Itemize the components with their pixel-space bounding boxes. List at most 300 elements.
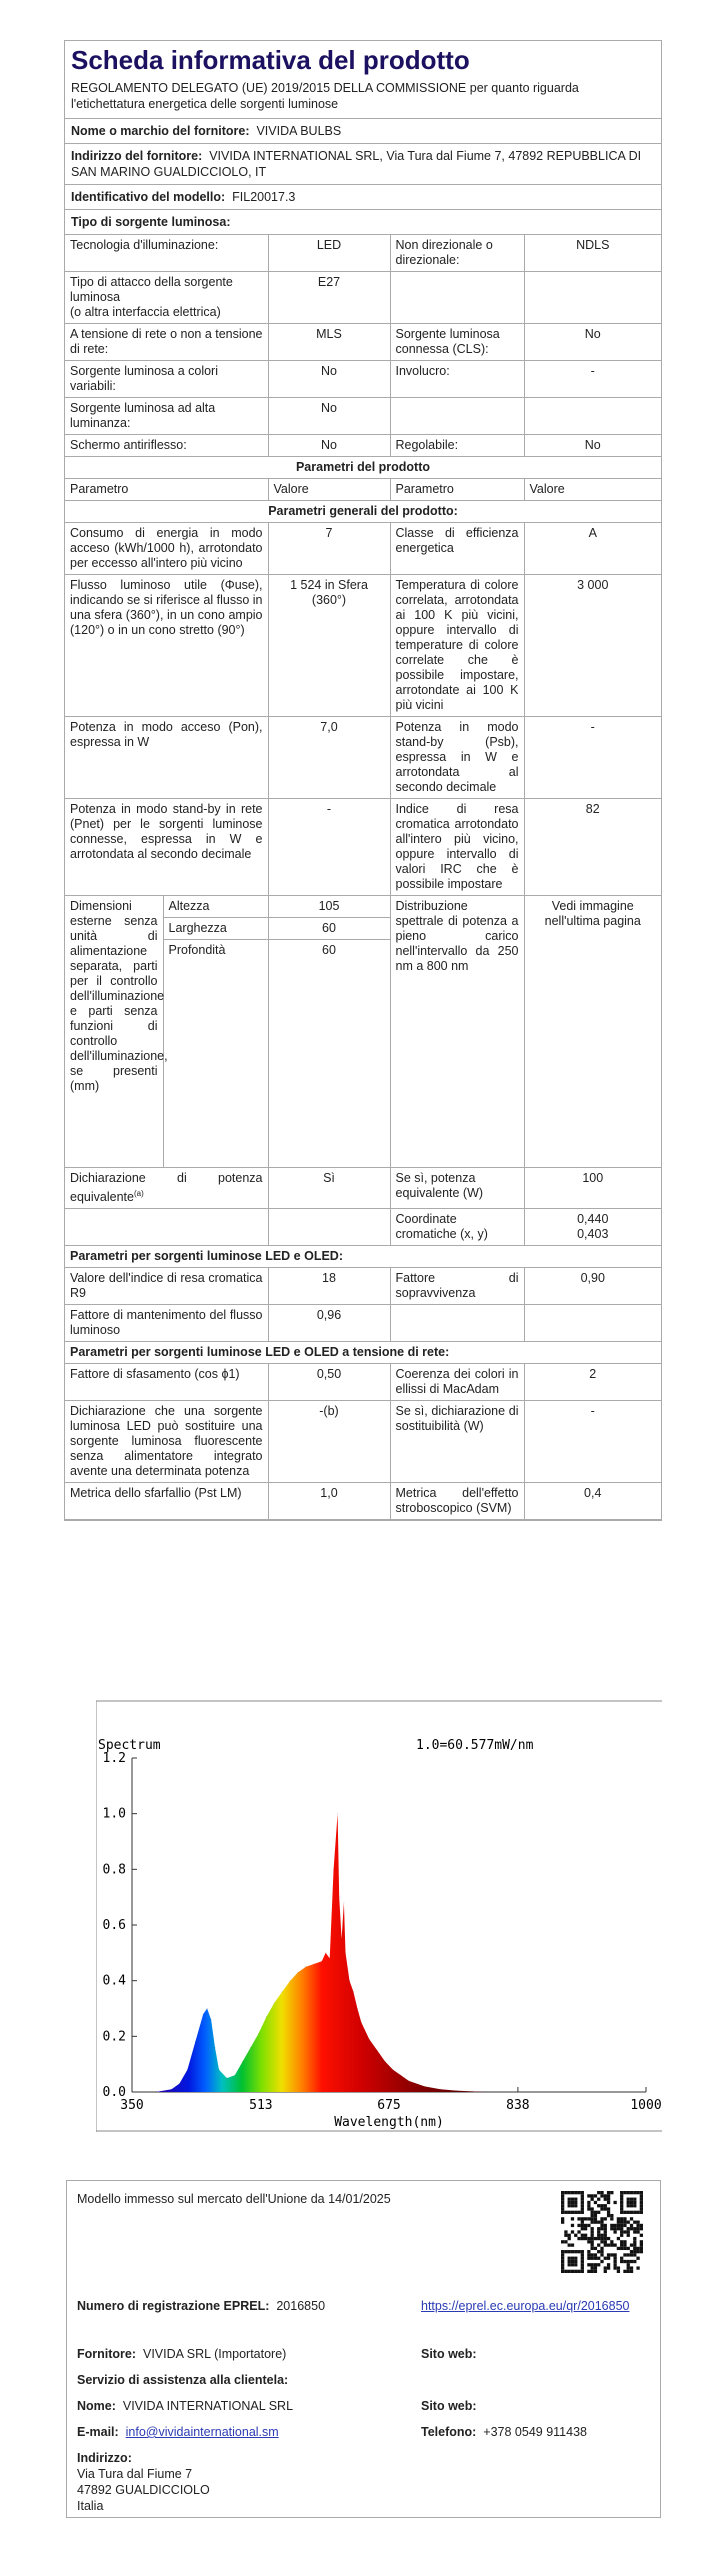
qr-module — [591, 2194, 594, 2197]
qr-module — [623, 2243, 626, 2246]
spectrum-point — [290, 1980, 291, 1981]
qr-module — [591, 2217, 594, 2220]
qr-module — [581, 2204, 584, 2207]
qr-module — [617, 2270, 620, 2273]
mls-row — [65, 1483, 661, 1520]
qr-module — [581, 2201, 584, 2204]
qr-module — [597, 2227, 600, 2230]
qr-module — [620, 2227, 623, 2230]
spectrum-point — [325, 1952, 326, 1953]
qr-module — [630, 2270, 633, 2273]
qr-module — [620, 2247, 623, 2250]
qr-module — [600, 2221, 603, 2224]
y-tick-label: 0.0 — [102, 2085, 126, 2100]
qr-code-icon[interactable] — [561, 2191, 643, 2273]
qr-module — [607, 2211, 610, 2214]
qr-module — [597, 2198, 600, 2201]
dim-height-label: Altezza — [164, 896, 268, 918]
qr-module — [600, 2191, 603, 2194]
spectrum-point — [339, 1897, 340, 1898]
qr-module — [640, 2207, 643, 2210]
qr-module — [564, 2191, 567, 2194]
contact-name-value: VIVIDA INTERNATIONAL SRL — [122, 2399, 294, 2413]
qr-module — [574, 2191, 577, 2194]
equiv-value: Sì — [268, 1168, 390, 1209]
qr-module — [591, 2247, 594, 2250]
qr-module — [620, 2230, 623, 2233]
mls-value-2: 2 — [524, 1364, 661, 1401]
qr-module — [627, 2247, 630, 2250]
type-value: No — [268, 435, 390, 457]
qr-module — [636, 2221, 639, 2224]
page-fade — [60, 1568, 664, 1602]
spectrum-point — [369, 2039, 370, 2040]
dim-height-value: 105 — [269, 896, 390, 918]
qr-module — [620, 2257, 623, 2260]
email-label: E-mail: — [77, 2425, 119, 2439]
qr-module — [636, 2191, 639, 2194]
qr-module — [577, 2224, 580, 2227]
qr-module — [600, 2237, 603, 2240]
qr-module — [561, 2198, 564, 2201]
spectrum-point — [341, 1938, 342, 1939]
qr-module — [636, 2227, 639, 2230]
qr-module — [623, 2240, 626, 2243]
general-row — [65, 523, 661, 575]
contact-name-label: Nome: — [77, 2399, 116, 2413]
qr-module — [604, 2237, 607, 2240]
mls-row — [65, 1364, 661, 1401]
qr-module — [623, 2247, 626, 2250]
qr-module — [561, 2221, 564, 2224]
qr-module — [640, 2234, 643, 2237]
chroma-y: 0,403 — [577, 1227, 609, 1242]
qr-module — [633, 2240, 636, 2243]
type-value: MLS — [268, 324, 390, 361]
qr-module — [633, 2247, 636, 2250]
type-value-2 — [524, 398, 661, 435]
qr-module — [617, 2247, 620, 2250]
dims-cell — [65, 896, 268, 1168]
qr-module — [561, 2211, 564, 2214]
qr-module — [604, 2257, 607, 2260]
qr-module — [568, 2237, 571, 2240]
qr-module — [587, 2240, 590, 2243]
qr-module — [597, 2257, 600, 2260]
qr-module — [613, 2243, 616, 2246]
qr-module — [636, 2211, 639, 2214]
qr-module — [577, 2217, 580, 2220]
spectrum-point — [274, 2002, 275, 2003]
qr-module — [581, 2194, 584, 2197]
market-date: Modello immesso sul mercato dell'Unione da 14/01/2025 — [77, 2192, 391, 2206]
qr-module — [581, 2250, 584, 2253]
general-value-2: 3 000 — [524, 575, 661, 717]
led-value: 18 — [268, 1268, 390, 1305]
qr-module — [630, 2211, 633, 2214]
qr-module — [581, 2198, 584, 2201]
qr-module — [571, 2243, 574, 2246]
qr-module — [604, 2194, 607, 2197]
qr-module — [627, 2191, 630, 2194]
qr-module — [620, 2198, 623, 2201]
spectrum-chart — [96, 1700, 662, 2132]
qr-module — [597, 2230, 600, 2233]
y-tick-label: 1.0 — [102, 1806, 126, 1822]
qr-module — [623, 2221, 626, 2224]
qr-module — [623, 2253, 626, 2256]
qr-module — [587, 2224, 590, 2227]
qr-module — [597, 2243, 600, 2246]
qr-module — [597, 2250, 600, 2253]
qr-module — [613, 2224, 616, 2227]
eprel-value: 2016850 — [276, 2299, 326, 2313]
qr-module — [581, 2207, 584, 2210]
qr-module — [620, 2260, 623, 2263]
spectrum-point — [242, 2061, 243, 2062]
general-label: Potenza in modo stand-by in rete (Pnet) per le sorgenti luminose connesse, espressa in W e arrotondata al secondo decimale — [65, 799, 268, 896]
qr-module — [581, 2227, 584, 2230]
qr-module — [630, 2227, 633, 2230]
qr-module — [577, 2211, 580, 2214]
phone-label: Telefono: — [421, 2425, 477, 2439]
qr-module — [627, 2253, 630, 2256]
qr-module — [633, 2243, 636, 2246]
qr-module — [604, 2198, 607, 2201]
qr-module — [610, 2224, 613, 2227]
qr-module — [587, 2217, 590, 2220]
model-label: Identificativo del modello: — [71, 190, 226, 204]
type-value-2 — [524, 272, 661, 324]
spectrum-point — [337, 1813, 338, 1814]
qr-module — [594, 2266, 597, 2269]
qr-module — [636, 2266, 639, 2269]
qr-module — [610, 2217, 613, 2220]
qr-module — [571, 2270, 574, 2273]
general-value-2: - — [524, 717, 661, 799]
contact-name-row — [77, 2398, 293, 2414]
qr-module — [587, 2237, 590, 2240]
type-label-2: Sorgente luminosa connessa (CLS): — [390, 324, 524, 361]
mls-params-title: Parametri per sorgenti luminose LED e OLED a tensione di rete: — [65, 1342, 661, 1364]
qr-module — [568, 2250, 571, 2253]
qr-module — [574, 2234, 577, 2237]
qr-module — [617, 2217, 620, 2220]
spectrum-point — [345, 1952, 346, 1953]
qr-module — [561, 2217, 564, 2220]
model-row — [65, 184, 661, 209]
spectrum-point — [329, 1958, 330, 1959]
eprel-label: Numero di registrazione EPREL: — [77, 2299, 270, 2313]
mls-label: Fattore di sfasamento (cos ϕ1) — [65, 1364, 268, 1401]
qr-module — [633, 2211, 636, 2214]
qr-module — [581, 2217, 584, 2220]
qr-module — [627, 2211, 630, 2214]
spectrum-point — [392, 2069, 393, 2070]
qr-module — [607, 2253, 610, 2256]
qr-module — [630, 2260, 633, 2263]
qr-module — [587, 2257, 590, 2260]
qr-module — [581, 2253, 584, 2256]
y-tick-label: 1.2 — [102, 1751, 126, 1766]
qr-module — [640, 2194, 643, 2197]
qr-module — [613, 2253, 616, 2256]
qr-module — [564, 2211, 567, 2214]
qr-module — [587, 2253, 590, 2256]
qr-module — [600, 2234, 603, 2237]
qr-module — [604, 2243, 607, 2246]
dim-depth-label: Profondità — [168, 943, 226, 957]
qr-module — [591, 2211, 594, 2214]
qr-module — [623, 2260, 626, 2263]
qr-module — [561, 2240, 564, 2243]
general-row — [65, 799, 661, 896]
led-params-title: Parametri per sorgenti luminose LED e OLED: — [65, 1246, 661, 1268]
spectrum-point — [377, 2050, 378, 2051]
spectrum-point — [171, 2089, 172, 2090]
mls-value: 1,0 — [268, 1483, 390, 1520]
led-value-2: 0,90 — [524, 1268, 661, 1305]
x-tick-label: 350 — [120, 2098, 144, 2113]
qr-module — [587, 2263, 590, 2266]
x-tick-label: 675 — [377, 2098, 401, 2113]
y-tick-label: 0.8 — [102, 1862, 126, 1878]
spectrum-point — [131, 2091, 132, 2092]
qr-module — [630, 2253, 633, 2256]
email-link[interactable]: info@vividainternational.sm — [125, 2425, 279, 2439]
qr-module — [630, 2204, 633, 2207]
eprel-link[interactable]: https://eprel.ec.europa.eu/qr/2016850 — [421, 2299, 630, 2313]
dim-depth-value: 60 — [322, 943, 336, 957]
mls-value-2: - — [524, 1401, 661, 1483]
mls-label: Metrica dello sfarfallio (Pst LM) — [65, 1483, 268, 1520]
general-value: 7 — [268, 523, 390, 575]
qr-module — [591, 2263, 594, 2266]
spectrum-point — [353, 1991, 354, 1992]
qr-module — [604, 2227, 607, 2230]
qr-module — [584, 2224, 587, 2227]
type-label: Sorgente luminosa ad alta luminanza: — [65, 398, 268, 435]
type-label-2: Non direzionale o direzionale: — [390, 235, 524, 272]
equiv-footnote: (a) — [133, 1189, 144, 1198]
type-value-2: NDLS — [524, 235, 661, 272]
mls-label-2: Metrica dell'effetto stroboscopico (SVM) — [390, 1483, 524, 1520]
led-value-2 — [524, 1305, 661, 1342]
model-value: FIL20017.3 — [232, 190, 296, 204]
spectrum-point — [226, 2077, 227, 2078]
qr-module — [604, 2270, 607, 2273]
qr-module — [574, 2263, 577, 2266]
qr-module — [574, 2257, 577, 2260]
qr-module — [627, 2198, 630, 2201]
x-tick-label: 838 — [506, 2098, 530, 2113]
equiv-w-label: Se sì, potenza equivalente (W) — [390, 1168, 524, 1209]
chroma-values — [524, 1209, 661, 1246]
qr-module — [630, 2198, 633, 2201]
qr-module — [571, 2224, 574, 2227]
qr-module — [636, 2247, 639, 2250]
qr-module — [581, 2263, 584, 2266]
qr-module — [633, 2250, 636, 2253]
equiv-label — [65, 1168, 268, 1209]
qr-module — [623, 2270, 626, 2273]
qr-module — [587, 2204, 590, 2207]
type-label: Schermo antiriflesso: — [65, 435, 268, 457]
qr-module — [627, 2234, 630, 2237]
phone-row — [421, 2424, 587, 2440]
general-label: Consumo di energia in modo acceso (kWh/1000 h), arrotondato per eccesso all'intero più vicino — [65, 523, 268, 575]
x-tick-label: 1000 — [630, 2098, 662, 2113]
qr-module — [633, 2221, 636, 2224]
chart-annotation: 1.0=60.577mW/nm — [416, 1738, 534, 1753]
qr-module — [607, 2191, 610, 2194]
led-label-2: Fattore di sopravvivenza — [390, 1268, 524, 1305]
qr-module — [591, 2266, 594, 2269]
qr-module — [594, 2214, 597, 2217]
qr-module — [636, 2250, 639, 2253]
mls-value: 0,50 — [268, 1364, 390, 1401]
qr-module — [627, 2263, 630, 2266]
qr-module — [577, 2191, 580, 2194]
qr-module — [574, 2250, 577, 2253]
spectrum-point — [384, 2061, 385, 2062]
col-param-2: Parametro — [390, 479, 524, 501]
qr-module — [617, 2221, 620, 2224]
service-label: Servizio di assistenza alla clientela: — [77, 2373, 289, 2387]
qr-module — [600, 2240, 603, 2243]
spectrum-point — [207, 2008, 208, 2009]
type-label: Tecnologia d'illuminazione: — [65, 235, 268, 272]
spectrum-point — [349, 1980, 350, 1981]
phone-value: +378 0549 911438 — [483, 2425, 587, 2439]
qr-module — [617, 2224, 620, 2227]
spectrum-point — [210, 2019, 211, 2020]
equiv-label-text: Dichiarazione di potenza equivalente — [70, 1171, 263, 1205]
qr-module — [597, 2237, 600, 2240]
qr-module — [613, 2263, 616, 2266]
qr-module — [597, 2211, 600, 2214]
qr-module — [574, 2211, 577, 2214]
qr-module — [574, 2201, 577, 2204]
qr-module — [607, 2198, 610, 2201]
type-value-2: - — [524, 361, 661, 398]
y-tick-label: 0.2 — [102, 2029, 126, 2045]
qr-module — [568, 2263, 571, 2266]
qr-module — [581, 2266, 584, 2269]
eprel-row — [77, 2298, 325, 2314]
qr-module — [561, 2260, 564, 2263]
spectrum-point — [361, 2022, 362, 2023]
qr-module — [591, 2240, 594, 2243]
qr-module — [594, 2211, 597, 2214]
address-line-1: Via Tura dal Fiume 7 — [77, 2467, 193, 2481]
qr-module — [571, 2263, 574, 2266]
qr-module — [571, 2211, 574, 2214]
qr-module — [620, 2240, 623, 2243]
qr-module — [594, 2257, 597, 2260]
qr-module — [594, 2201, 597, 2204]
qr-module — [581, 2257, 584, 2260]
supplier-name-label: Nome o marchio del fornitore: — [71, 124, 250, 138]
qr-module — [610, 2227, 613, 2230]
type-label: Tipo di attacco della sorgente luminosa (o altra interfaccia elettrica) — [65, 272, 268, 324]
qr-module — [587, 2194, 590, 2197]
qr-module — [600, 2260, 603, 2263]
chart-title: Spectrum — [98, 1738, 161, 1753]
params-title: Parametri del prodotto — [65, 457, 661, 479]
qr-module — [571, 2257, 574, 2260]
qr-module — [594, 2253, 597, 2256]
qr-module — [591, 2270, 594, 2273]
qr-module — [587, 2207, 590, 2210]
spectrum-point — [195, 2041, 196, 2042]
qr-module — [577, 2237, 580, 2240]
led-row — [65, 1268, 661, 1305]
qr-module — [597, 2263, 600, 2266]
qr-module — [640, 2250, 643, 2253]
qr-module — [571, 2191, 574, 2194]
dim-width-value: 60 — [269, 918, 390, 940]
qr-module — [584, 2227, 587, 2230]
website-label-2: Sito web: — [421, 2399, 477, 2413]
dims-values — [268, 896, 390, 1168]
type-row — [65, 435, 661, 457]
type-value: No — [268, 361, 390, 398]
led-label: Valore dell'indice di resa cromatica R9 — [65, 1268, 268, 1305]
qr-module — [581, 2191, 584, 2194]
qr-module — [630, 2217, 633, 2220]
general-value-2: 82 — [524, 799, 661, 896]
qr-module — [564, 2250, 567, 2253]
qr-module — [597, 2234, 600, 2237]
qr-module — [633, 2237, 636, 2240]
qr-module — [607, 2243, 610, 2246]
qr-module — [636, 2224, 639, 2227]
spectral-value: Vedi immagine nell'ultima pagina — [524, 896, 661, 1168]
qr-module — [594, 2194, 597, 2197]
qr-module — [607, 2194, 610, 2197]
regulation-text: REGOLAMENTO DELEGATO (UE) 2019/2015 DELLA COMMISSIONE per quanto riguarda l'etichettatura energetica delle sorgenti luminose — [71, 81, 579, 111]
qr-module — [620, 2204, 623, 2207]
qr-module — [613, 2230, 616, 2233]
qr-module — [613, 2201, 616, 2204]
qr-module — [591, 2221, 594, 2224]
spectrum-point — [456, 2090, 457, 2091]
qr-module — [627, 2227, 630, 2230]
qr-module — [581, 2234, 584, 2237]
qr-module — [617, 2266, 620, 2269]
qr-module — [620, 2224, 623, 2227]
qr-module — [620, 2207, 623, 2210]
qr-module — [636, 2230, 639, 2233]
qr-module — [620, 2194, 623, 2197]
contact-supplier-value: VIVIDA SRL (Importatore) — [142, 2347, 287, 2361]
general-label-2: Potenza in modo stand-by (Psb), espressa in W e arrotondata al secondo decimale — [390, 717, 524, 799]
product-sheet — [64, 40, 662, 1521]
qr-module — [620, 2211, 623, 2214]
address-label: Indirizzo: — [77, 2451, 132, 2465]
spectrum-point — [471, 2091, 472, 2092]
qr-module — [574, 2260, 577, 2263]
type-heading: Tipo di sorgente luminosa: — [71, 215, 231, 229]
col-value-1: Valore — [268, 479, 390, 501]
mls-value: -(b) — [268, 1401, 390, 1483]
qr-module — [581, 2260, 584, 2263]
qr-module — [623, 2211, 626, 2214]
type-row — [65, 272, 661, 324]
type-value-2: No — [524, 435, 661, 457]
qr-module — [568, 2243, 571, 2246]
